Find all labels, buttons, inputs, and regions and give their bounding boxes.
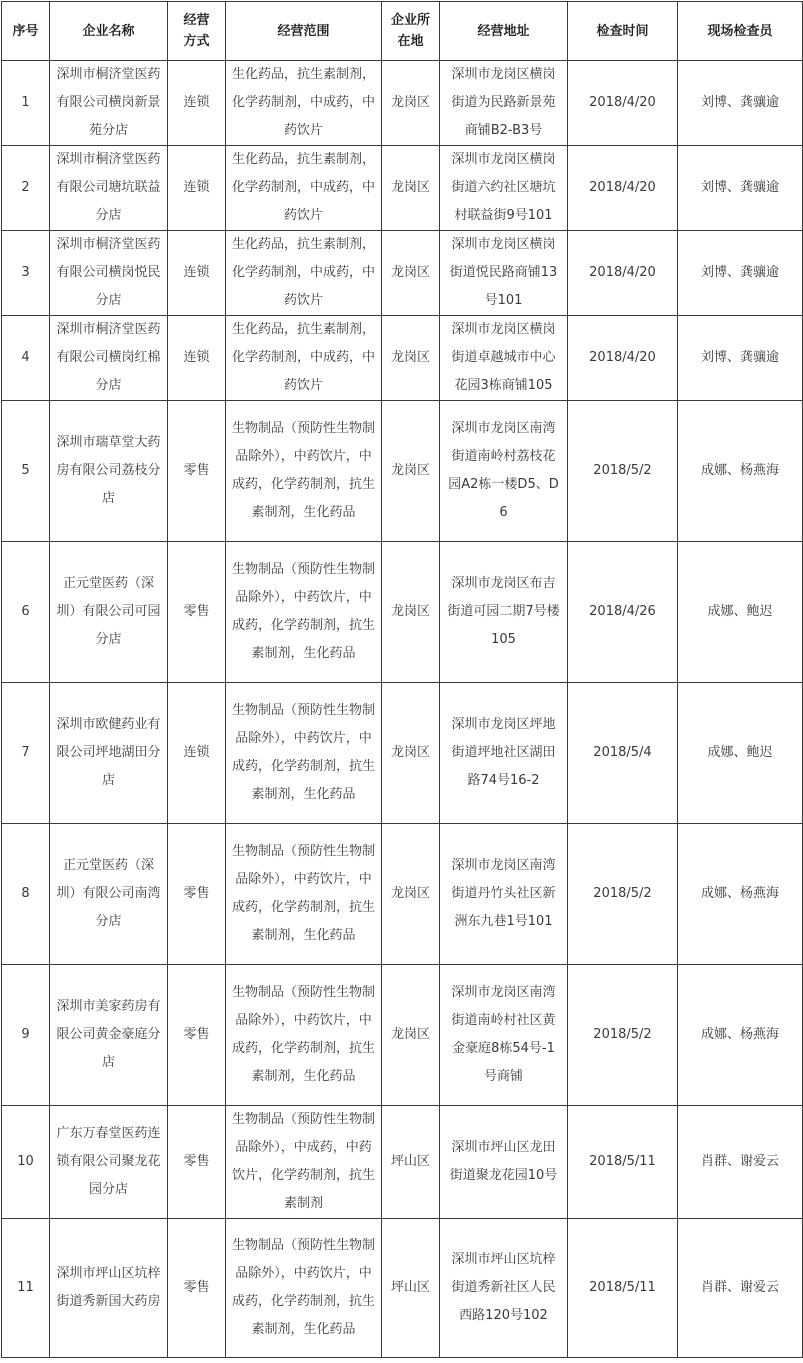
cell-check-date: 2018/5/11 <box>568 1219 678 1358</box>
cell-address: 深圳市龙岗区南湾街道丹竹头社区新洲东九巷1号101 <box>440 824 568 965</box>
header-mode-line1: 经营 <box>183 13 210 28</box>
cell-check-date: 2018/5/4 <box>568 683 678 824</box>
cell-inspectors: 刘博、龚骧逾 <box>678 61 803 146</box>
table-row <box>2 824 803 965</box>
cell-no: 1 <box>2 61 50 146</box>
cell-inspectors: 肖群、谢爱云 <box>678 1106 803 1219</box>
cell-no: 3 <box>2 231 50 316</box>
cell-company-name: 深圳市桐济堂医药有限公司横岗红棉分店 <box>50 316 168 401</box>
table-header-row <box>2 2 803 61</box>
table-row <box>2 146 803 231</box>
cell-address: 深圳市龙岗区横岗街道六约社区塘坑村联益街9号101 <box>440 146 568 231</box>
cell-scope: 生化药品，抗生素制剂，化学药制剂，中成药，中药饮片 <box>226 231 382 316</box>
cell-district: 龙岗区 <box>382 401 440 542</box>
inspection-table <box>1 1 803 1358</box>
cell-check-date: 2018/5/2 <box>568 824 678 965</box>
table-row <box>2 231 803 316</box>
cell-address: 深圳市龙岗区横岗街道卓越城市中心花园3栋商铺105 <box>440 316 568 401</box>
cell-mode: 零售 <box>168 1106 226 1219</box>
cell-company-name: 广东万春堂医药连锁有限公司聚龙花园分店 <box>50 1106 168 1219</box>
cell-scope: 生物制品（预防性生物制品除外），中药饮片，中成药，化学药制剂，抗生素制剂，生化药品 <box>226 542 382 683</box>
cell-check-date: 2018/4/26 <box>568 542 678 683</box>
cell-company-name: 正元堂医药（深圳）有限公司可园分店 <box>50 542 168 683</box>
cell-no: 5 <box>2 401 50 542</box>
cell-scope: 生物制品（预防性生物制品除外），中成药，中药饮片，化学药制剂，抗生素制剂 <box>226 1106 382 1219</box>
cell-company-name: 深圳市桐济堂医药有限公司塘坑联益分店 <box>50 146 168 231</box>
header-check-date: 检查时间 <box>568 2 678 61</box>
cell-address: 深圳市龙岗区坪地街道坪地社区湖田路74号16-2 <box>440 683 568 824</box>
cell-check-date: 2018/5/2 <box>568 401 678 542</box>
table-row <box>2 965 803 1106</box>
cell-scope: 生物制品（预防性生物制品除外），中药饮片，中成药，化学药制剂，抗生素制剂，生化药品 <box>226 965 382 1106</box>
table-row <box>2 61 803 146</box>
cell-address: 深圳市坪山区坑梓街道秀新社区人民西路120号102 <box>440 1219 568 1358</box>
cell-no: 2 <box>2 146 50 231</box>
cell-check-date: 2018/4/20 <box>568 146 678 231</box>
cell-mode: 零售 <box>168 824 226 965</box>
cell-mode: 连锁 <box>168 61 226 146</box>
cell-check-date: 2018/4/20 <box>568 316 678 401</box>
cell-mode: 连锁 <box>168 231 226 316</box>
cell-district: 龙岗区 <box>382 61 440 146</box>
cell-district: 坪山区 <box>382 1106 440 1219</box>
table-row <box>2 401 803 542</box>
header-company-name: 企业名称 <box>50 2 168 61</box>
cell-address: 深圳市龙岗区横岗街道悦民路商铺13号101 <box>440 231 568 316</box>
cell-mode: 零售 <box>168 542 226 683</box>
cell-no: 8 <box>2 824 50 965</box>
cell-company-name: 深圳市坪山区坑梓街道秀新国大药房 <box>50 1219 168 1358</box>
cell-mode: 连锁 <box>168 316 226 401</box>
header-district-line1: 企业所 <box>390 13 430 28</box>
table-row <box>2 1106 803 1219</box>
header-no: 序号 <box>2 2 50 61</box>
cell-scope: 生物制品（预防性生物制品除外），中药饮片，中成药，化学药制剂，抗生素制剂，生化药品 <box>226 1219 382 1358</box>
cell-no: 4 <box>2 316 50 401</box>
table-row <box>2 683 803 824</box>
header-mode-line2: 方式 <box>183 34 210 49</box>
cell-district: 龙岗区 <box>382 316 440 401</box>
cell-scope: 生化药品，抗生素制剂，化学药制剂，中成药，中药饮片 <box>226 316 382 401</box>
cell-district: 龙岗区 <box>382 231 440 316</box>
cell-inspectors: 刘博、龚骧逾 <box>678 146 803 231</box>
header-address: 经营地址 <box>440 2 568 61</box>
cell-inspectors: 成娜、杨燕海 <box>678 824 803 965</box>
header-inspectors: 现场检查员 <box>678 2 803 61</box>
cell-district: 坪山区 <box>382 1219 440 1358</box>
cell-mode: 连锁 <box>168 683 226 824</box>
cell-check-date: 2018/5/2 <box>568 965 678 1106</box>
cell-scope: 生物制品（预防性生物制品除外），中药饮片，中成药，化学药制剂，抗生素制剂，生化药品 <box>226 683 382 824</box>
cell-mode: 连锁 <box>168 146 226 231</box>
cell-no: 9 <box>2 965 50 1106</box>
cell-inspectors: 成娜、杨燕海 <box>678 965 803 1106</box>
table-row <box>2 542 803 683</box>
cell-scope: 生化药品，抗生素制剂，化学药制剂，中成药，中药饮片 <box>226 61 382 146</box>
cell-no: 6 <box>2 542 50 683</box>
cell-company-name: 深圳市桐济堂医药有限公司横岗新景苑分店 <box>50 61 168 146</box>
cell-company-name: 深圳市桐济堂医药有限公司横岗悦民分店 <box>50 231 168 316</box>
cell-mode: 零售 <box>168 1219 226 1358</box>
header-district <box>382 2 440 61</box>
cell-mode: 零售 <box>168 965 226 1106</box>
cell-address: 深圳市龙岗区南湾街道南岭村荔枝花园A2栋一楼D5、D6 <box>440 401 568 542</box>
cell-no: 7 <box>2 683 50 824</box>
cell-inspectors: 成娜、鲍迟 <box>678 683 803 824</box>
cell-company-name: 正元堂医药（深圳）有限公司南湾分店 <box>50 824 168 965</box>
cell-district: 龙岗区 <box>382 824 440 965</box>
header-mode <box>168 2 226 61</box>
cell-check-date: 2018/4/20 <box>568 61 678 146</box>
cell-address: 深圳市龙岗区横岗街道为民路新景苑商铺B2-B3号 <box>440 61 568 146</box>
cell-district: 龙岗区 <box>382 542 440 683</box>
cell-mode: 零售 <box>168 401 226 542</box>
cell-company-name: 深圳市美家药房有限公司黄金豪庭分店 <box>50 965 168 1106</box>
cell-check-date: 2018/5/11 <box>568 1106 678 1219</box>
cell-no: 10 <box>2 1106 50 1219</box>
cell-no: 11 <box>2 1219 50 1358</box>
header-scope: 经营范围 <box>226 2 382 61</box>
cell-check-date: 2018/4/20 <box>568 231 678 316</box>
cell-inspectors: 刘博、龚骧逾 <box>678 231 803 316</box>
cell-address: 深圳市坪山区龙田街道聚龙花园10号 <box>440 1106 568 1219</box>
cell-district: 龙岗区 <box>382 146 440 231</box>
cell-scope: 生化药品，抗生素制剂，化学药制剂，中成药，中药饮片 <box>226 146 382 231</box>
table-row <box>2 1219 803 1358</box>
cell-company-name: 深圳市欧健药业有限公司坪地湖田分店 <box>50 683 168 824</box>
cell-district: 龙岗区 <box>382 965 440 1106</box>
cell-scope: 生物制品（预防性生物制品除外），中药饮片，中成药，化学药制剂，抗生素制剂，生化药品 <box>226 824 382 965</box>
cell-inspectors: 成娜、杨燕海 <box>678 401 803 542</box>
header-district-line2: 在地 <box>397 34 424 49</box>
cell-address: 深圳市龙岗区南湾街道南岭村社区黄金豪庭8栋54号-1号商铺 <box>440 965 568 1106</box>
cell-company-name: 深圳市瑞草堂大药房有限公司荔枝分店 <box>50 401 168 542</box>
cell-inspectors: 刘博、龚骧逾 <box>678 316 803 401</box>
cell-inspectors: 成娜、鲍迟 <box>678 542 803 683</box>
cell-inspectors: 肖群、谢爱云 <box>678 1219 803 1358</box>
cell-district: 龙岗区 <box>382 683 440 824</box>
cell-scope: 生物制品（预防性生物制品除外），中药饮片，中成药，化学药制剂，抗生素制剂，生化药品 <box>226 401 382 542</box>
table-row <box>2 316 803 401</box>
cell-address: 深圳市龙岗区布吉街道可园二期7号楼105 <box>440 542 568 683</box>
